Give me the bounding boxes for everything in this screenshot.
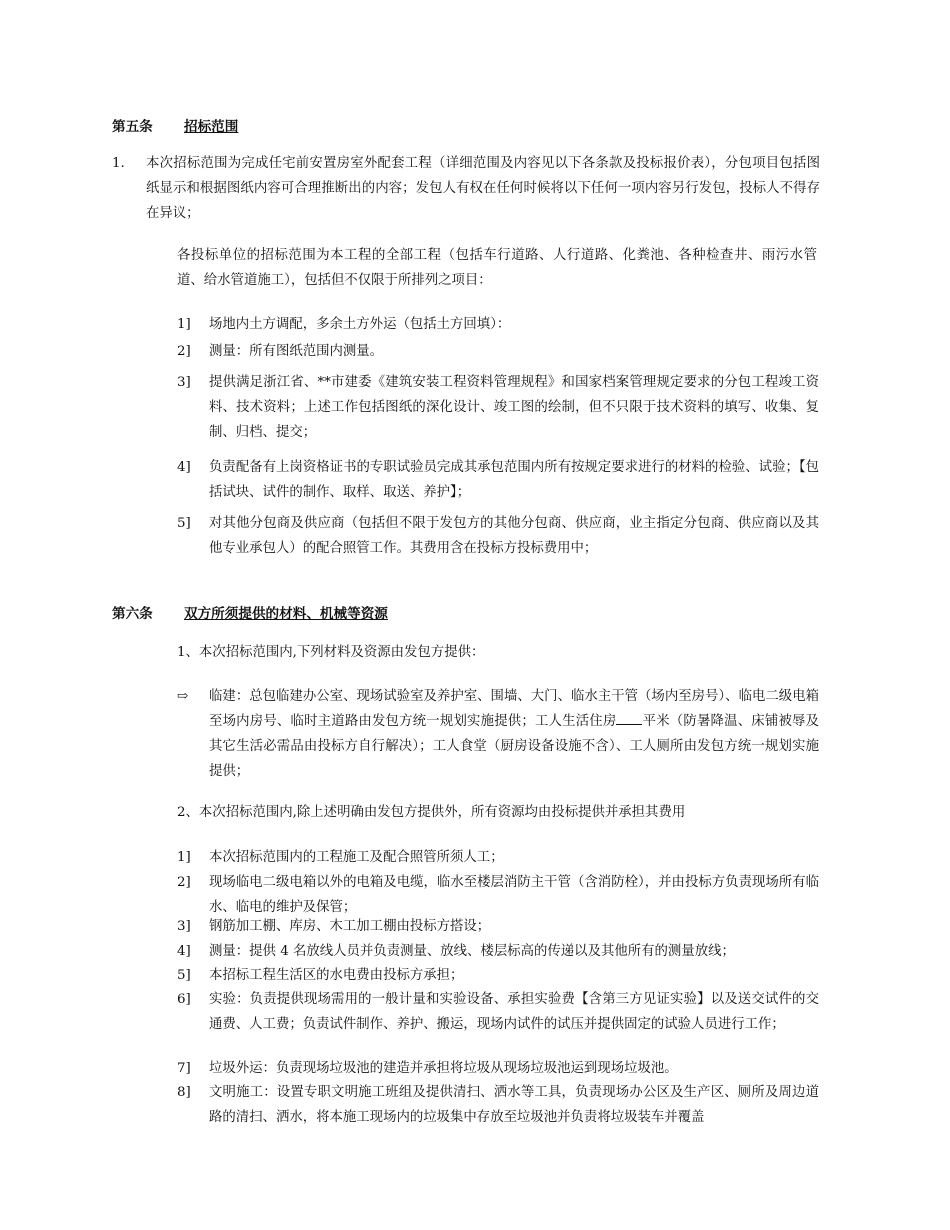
paragraph-marker: 1. xyxy=(112,156,125,171)
subheading-text: 1、本次招标范围内,下列材料及资源由发包方提供： xyxy=(177,645,485,660)
list-item-marker: 2] xyxy=(177,344,191,359)
list-item-text: 实验：负责提供现场需用的一般计量和实验设备、承担实验费【含第三方见证实验】以及送交试件的交通费、人工费；负责试件制作、养护、搬运，现场内试件的试压并提供固定的试验人员进行工作； xyxy=(209,992,819,1032)
arrow-text-part-1: 临建：总包临建办公室、现场试验室及养护室、围墙、大门、临水主干管（场内至房号）、临电二级电箱至场内房号、临时主道路由发包方统一规划实施提供；工人生活住房 xyxy=(209,689,819,729)
list-item-text: 本招标工程生活区的水电费由投标方承担； xyxy=(209,968,464,983)
section-5-number: 第五条 xyxy=(112,119,153,135)
list-item-text: 对其他分包商及供应商（包括但不限于发包方的其他分包商、供应商，业主指定分包商、供应商以及其他专业承包人）的配合照管工作。其费用含在投标方投标费用中； xyxy=(209,516,819,556)
list-item-marker: 3] xyxy=(177,375,191,390)
list-item-text: 测量：提供 4 名放线人员并负责测量、放线、楼层标高的传递以及其他所有的测量放线； xyxy=(209,944,735,959)
list-item-marker: 1] xyxy=(177,317,191,332)
list-item-text: 场地内土方调配，多余土方外运（包括土方回填）： xyxy=(209,317,511,332)
paragraph-text: 本次招标范围为完成任宅前安置房室外配套工程（详细范围及内容见以下各条款及投标报价表），分包项目包括图纸显示和根据图纸内容可合理推断出的内容；发包人有权在任何时候将以下任何一项内容另行发包，投标人不得存在异议； xyxy=(146,156,820,221)
subheading-text: 2、本次招标范围内,除上述明确由发包方提供外，所有资源均由投标提供并承担其费用 xyxy=(177,805,686,820)
list-item-marker: 8] xyxy=(177,1085,191,1100)
section-6-heading xyxy=(112,604,388,624)
list-item-marker: 5] xyxy=(177,516,191,531)
list-item-text: 本次招标范围内的工程施工及配合照管所须人工； xyxy=(209,850,504,865)
provided-by-client-item xyxy=(177,684,822,784)
section-5-paragraph-1 xyxy=(112,151,822,231)
list-item-marker: 7] xyxy=(177,1061,191,1076)
blank-fill-line xyxy=(616,710,642,725)
list-item-text: 测量：所有图纸范围内测量。 xyxy=(209,344,384,359)
section-5-title: 招标范围 xyxy=(184,119,239,135)
list-item-text: 现场临电二级电箱以外的电箱及电缆，临水至楼层消防主干管（含消防栓），并由投标方负责现场所有临水、临电的维护及保管； xyxy=(209,875,819,915)
list-item-marker: 4] xyxy=(177,460,191,475)
list-item-text: 文明施工：设置专职文明施工班组及提供清扫、洒水等工具，负责现场办公区及生产区、厕所及周边道路的清扫、洒水，将本施工现场内的垃圾集中存放至垃圾池并负责将垃圾装车并覆盖 xyxy=(209,1085,819,1125)
list-item-marker: 3] xyxy=(177,919,191,934)
arrow-icon: ⇨ xyxy=(177,689,189,704)
list-item-marker: 5] xyxy=(177,968,191,983)
list-item-marker: 6] xyxy=(177,992,191,1007)
arrow-text-part-2: 平米（防暑降温、床铺被辱及其它生活必需品由投标方自行解决）；工人食堂（厨房设备设施不含）、工人厕所由发包方统一规划实施提供； xyxy=(209,714,820,779)
paragraph-text: 各投标单位的招标范围为本工程的全部工程（包括车行道路、人行道路、化粪池、各种检查井、雨污水管道、给水管道施工），包括但不仅限于所排列之项目： xyxy=(177,248,817,288)
list-item-text: 提供满足浙江省、**市建委《建筑安装工程资料管理规程》和国家档案管理规定要求的分包工程竣工资料、技术资料；上述工作包括图纸的深化设计、竣工图的绘制，但不只限于技术资料的填写、收集、复制、归档、提交； xyxy=(209,375,819,440)
list-item-marker: 2] xyxy=(177,875,191,890)
list-item-text: 钢筋加工棚、库房、木工加工棚由投标方搭设； xyxy=(209,919,491,934)
section-5-paragraph-2 xyxy=(177,243,817,298)
list-item-text xyxy=(209,684,819,784)
section-6-number: 第六条 xyxy=(112,606,153,622)
section-5-heading xyxy=(112,117,238,137)
section-6-title: 双方所须提供的材料、机械等资源 xyxy=(184,606,388,622)
list-item-text: 垃圾外运：负责现场垃圾池的建造并承担将垃圾从现场垃圾池运到现场垃圾池。 xyxy=(209,1061,678,1076)
list-item-text: 负责配备有上岗资格证书的专职试验员完成其承包范围内所有按规定要求进行的材料的检验、试验；【包括试块、试件的制作、取样、取送、养护】； xyxy=(209,460,819,500)
list-item-marker: 4] xyxy=(177,944,191,959)
list-item-marker: 1] xyxy=(177,850,191,865)
